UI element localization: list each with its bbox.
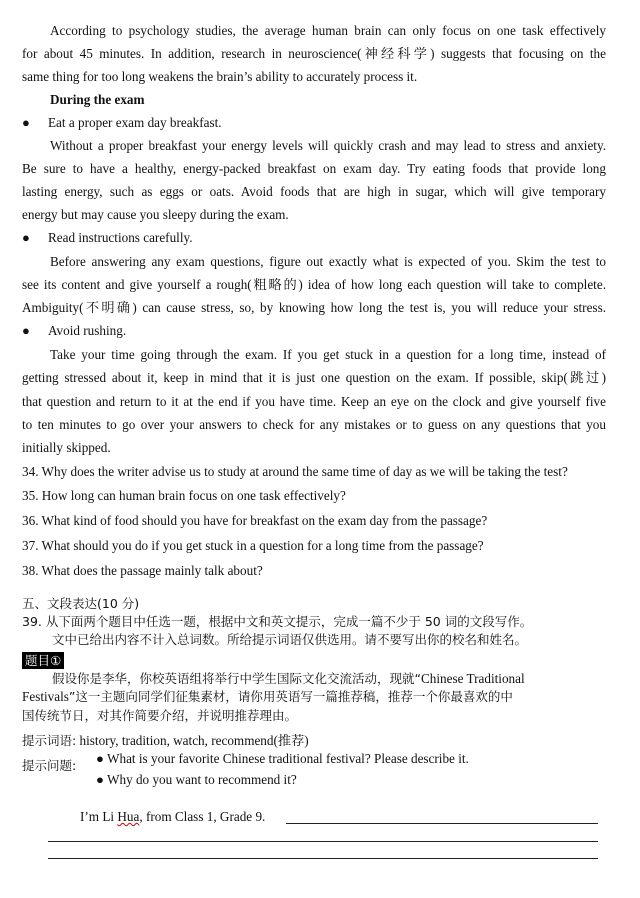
tip2-title: Read instructions carefully.	[48, 230, 193, 245]
question-35: 35. How long can human brain focus on one task effectively?	[22, 488, 346, 503]
hint-words-label: 提示词语:	[22, 733, 77, 748]
starter-pre: I’m Li	[80, 809, 118, 824]
hint-questions-label: 提示问题:	[22, 758, 77, 773]
para1-line1: According to psychology studies, the average human brain can only focus on one task effectively	[50, 23, 606, 38]
hint-words-text: history, tradition, watch, recommend(推荐)	[76, 733, 309, 748]
tip1-title: Eat a proper exam day breakfast.	[48, 115, 222, 130]
tip2-line3: Ambiguity(不明确) can cause stress, so, by knowing how long the test is, you will reduce your stress.	[22, 300, 606, 315]
tip3-line3: that question and return to it at the end if you have time. Keep an eye on the clock and give yourself five	[22, 394, 606, 409]
prompt-line2-en: Festivals	[22, 689, 69, 704]
section5-title: 五、文段表达(10 分)	[22, 596, 140, 611]
tip3-line5: initially skipped.	[22, 440, 111, 455]
tip2-line1: Before answering any exam questions, figure out exactly what is expected of you. Skim the test to	[50, 254, 606, 269]
tip3-title: Avoid rushing.	[48, 323, 127, 338]
hint-words	[22, 732, 309, 750]
topic-tag: 题目①	[22, 652, 64, 669]
hint-question-1: ● What is your favorite Chinese traditional festival? Please describe it.	[96, 751, 469, 766]
starter-post: , from Class 1, Grade 9.	[139, 809, 266, 824]
hint-question-2: ● Why do you want to recommend it?	[96, 772, 297, 787]
prompt-line2	[22, 688, 513, 706]
question-36: 36. What kind of food should you have for breakfast on the exam day from the passage?	[22, 513, 488, 528]
tip1-line2: Be sure to have a healthy, energy-packed breakfast on exam day. Try eating foods that provide long	[22, 161, 606, 176]
tip3-line2: getting stressed about it, keep in mind that it is just one question on the exam. If possible, skip(跳过)	[22, 370, 606, 385]
prompt-line2-zh: ”这一主题向同学们征集素材，请你用英语写一篇推荐稿，推荐一个你最喜欢的中	[68, 689, 513, 704]
question-34: 34. Why does the writer advise us to study at around the same time of day as we will be taking the test?	[22, 464, 568, 479]
prompt-line1-en: Chinese Traditional	[420, 671, 525, 686]
tip1-line1: Without a proper breakfast your energy levels will quickly crash and may lead to stress and anxiety.	[50, 138, 606, 153]
q39-line1: 39. 从下面两个题目中任选一题，根据中文和英文提示，完成一篇不少于 50 词的文段写作。	[22, 614, 533, 629]
tip2-line2: see its content and give yourself a rough(粗略的) idea of how long each question will take to complete.	[22, 277, 606, 292]
tip1-line3: lasting energy, such as eggs or oats. Avoid foods that are high in sugar, which will give temporary	[22, 184, 606, 199]
para1-line2: for about 45 minutes. In addition, research in neuroscience(神经科学) suggests that focusing on the	[22, 46, 606, 61]
starter-sentence	[80, 808, 265, 826]
starter-name: Hua	[117, 809, 140, 824]
writing-line[interactable]	[48, 841, 598, 842]
tip3-line4: to ten minutes to go over your answers to check for any mistakes or to guess on any questions that you	[22, 417, 606, 432]
heading-during-exam: During the exam	[50, 92, 145, 107]
q39-line2: 文中已给出内容不计入总词数。所给提示词语仅供选用。请不要写出你的校名和姓名。	[52, 632, 528, 647]
bullet-dot: ●	[22, 115, 30, 130]
bullet-dot: ●	[22, 230, 30, 245]
prompt-line1-zh: 假设你是李华，你校英语组将举行中学生国际文化交流活动，现就“	[52, 671, 421, 686]
prompt-line3: 国传统节日，对其作简要介绍，并说明推荐理由。	[22, 708, 298, 723]
writing-line[interactable]	[48, 858, 598, 859]
question-37: 37. What should you do if you get stuck in a question for a long time from the passage?	[22, 538, 484, 553]
bullet-dot: ●	[22, 323, 30, 338]
prompt-line1	[52, 670, 525, 688]
question-38: 38. What does the passage mainly talk about?	[22, 563, 263, 578]
para1-line3: same thing for too long weakens the brain’s ability to accurately process it.	[22, 69, 418, 84]
tip3-line1: Take your time going through the exam. If you get stuck in a question for a long time, instead of	[50, 347, 606, 362]
tip1-line4: energy but may cause you sleepy during the exam.	[22, 207, 289, 222]
writing-line[interactable]	[286, 823, 598, 824]
